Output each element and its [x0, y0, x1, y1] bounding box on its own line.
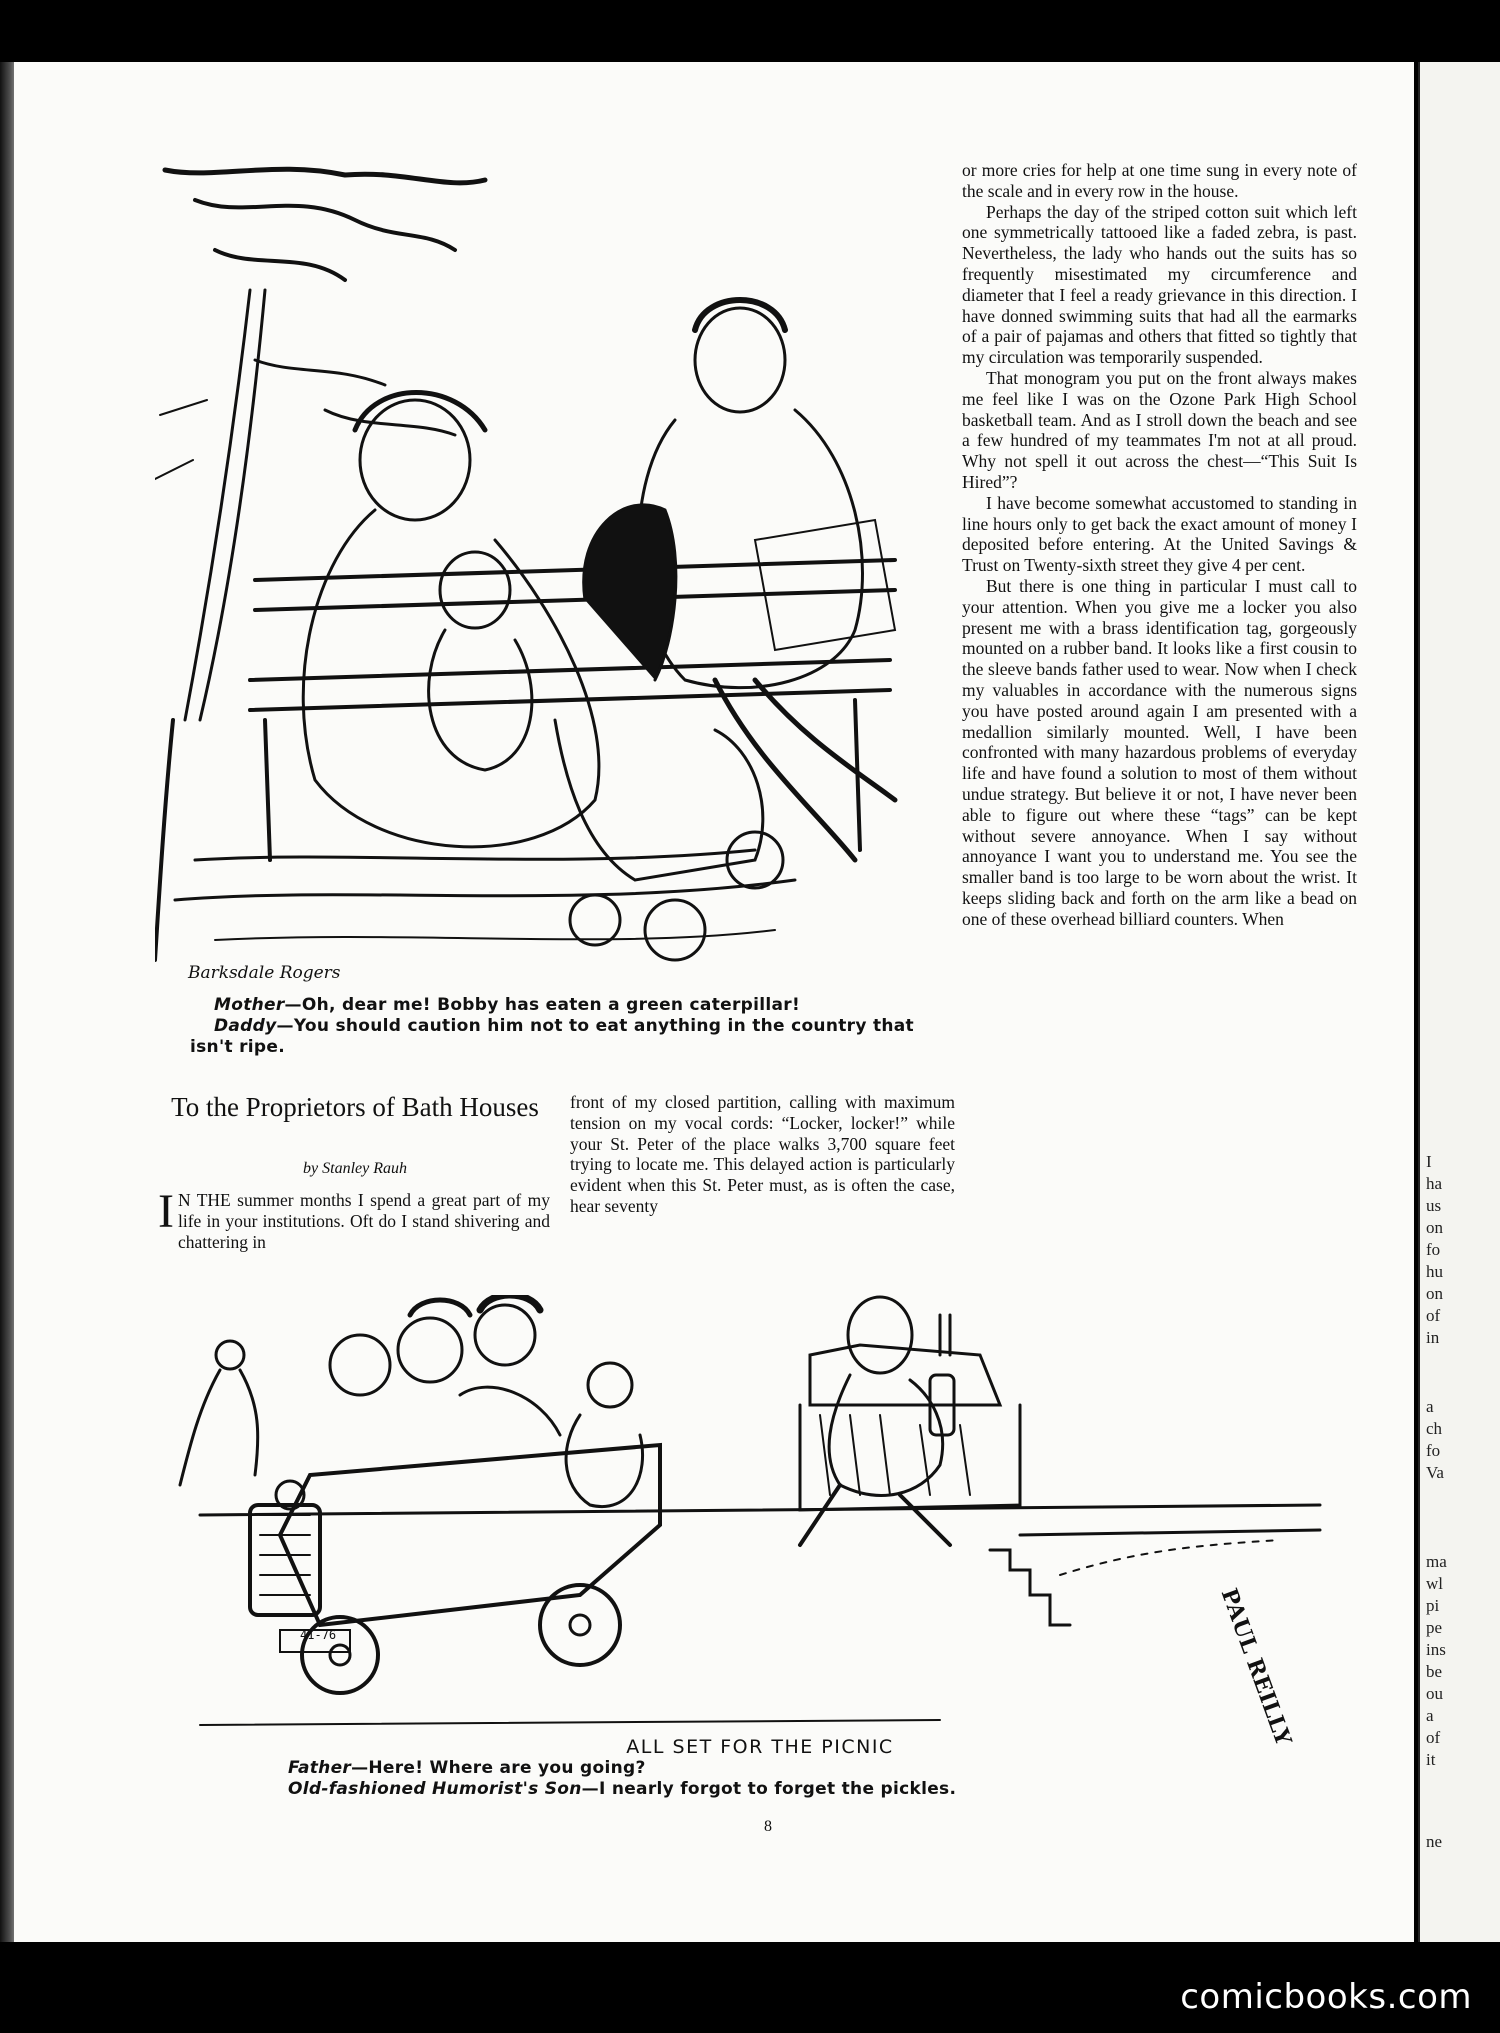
- park-bench-illustration: [155, 160, 950, 1000]
- article-column-3: [962, 160, 1357, 929]
- cartoon-title: ALL SET FOR THE PICNIC: [626, 1736, 894, 1758]
- article-paragraph: That monogram you put on the front always makes me feel like I was on the Ozone Park High School basketball team. And as I stroll down the beach and see a few hundred of my teammates I'm not at all proud. Why not spell it out across the chest—“This Suit Is Hired”?: [962, 367, 1357, 492]
- article-title: To the Proprietors of Bath Houses: [171, 1092, 539, 1122]
- article-text: front of my closed partition, calling with maximum tension on my vocal cords: “Locker, locker!” while your St. Peter of the place walks 3,700 square feet trying to locate me. This delayed action is particularly evident when this St. Peter must, as is often the case, hear seventy: [570, 1092, 955, 1216]
- article-text: N THE summer months I spend a great part of my life in your institutions. Oft do I stand shivering and chattering in: [177, 1190, 550, 1252]
- next-page-fragment: Va: [1426, 1463, 1444, 1482]
- article-column-1: [158, 1185, 550, 1252]
- caption-line: [160, 1758, 1360, 1779]
- artist-signature: Barksdale Rogers: [188, 963, 341, 983]
- article-paragraph: But there is one thing in particular I must call to your attention. When you give me a locker you also present me with a brass identification tag, gorgeously mounted on a rubber band. It looks like a first cousin to the sleeve bands father used to wear. Now when I check my valuables in accordance with the numerous signs you have posted around again I am presented with a medallion similarly mounted. Well, I have been confronted with many hazardous problems of everyday life and have found a solution to most of them without undue strategy. But believe it or not, I have never been able to figure out where these “tags” can be kept without severe annoyance. When I say without annoyance I want you to understand me. You see the smaller band is too large to be worn about the wrist. It keeps sliding back and forth on the arm like a bead on one of these overhead billiard counters. When: [962, 575, 1357, 929]
- next-page-fragment: ma: [1426, 1552, 1447, 1571]
- caption-text: —Here! Where are you going?: [351, 1758, 646, 1778]
- cartoon1-caption: [190, 995, 970, 1058]
- caption-line: [190, 1016, 970, 1037]
- next-page-fragment: ins: [1426, 1640, 1446, 1659]
- next-page-fragment: I: [1426, 1152, 1432, 1171]
- watermark: comicbooks.com: [1180, 1977, 1472, 2017]
- artist-signature-reilly: PAUL REILLY: [1215, 1585, 1297, 1749]
- article-paragraph: or more cries for help at one time sung in every note of the scale and in every row in the house.: [962, 160, 1357, 201]
- next-page-fragment: a: [1426, 1397, 1434, 1416]
- next-page-fragment: in: [1426, 1328, 1440, 1347]
- next-page-fragment: ha: [1426, 1174, 1443, 1193]
- article-paragraph: I have become somewhat accustomed to standing in line hours only to get back the exact amount of money I deposited before entering. At the United Savings & Trust on Twenty-sixth street they give 4 per cent.: [962, 492, 1357, 576]
- license-plate: 41-76: [300, 1628, 337, 1642]
- article-paragraph: Perhaps the day of the striped cotton suit which left one symmetrically tattooed like a faded zebra, is past. Nevertheless, the lady who hands out the suits has so frequently misestimated my circumference and diameter that I feel a ready grievance in this direction. I have donned swimming suits that had all the earmarks of a pair of pajamas and others that fitted so tightly that my circulation was temporarily suspended.: [962, 201, 1357, 368]
- speaker-father: Father: [288, 1758, 352, 1778]
- caption-text: —I nearly forgot to forget the pickles.: [581, 1779, 957, 1799]
- next-page-fragment: be: [1426, 1662, 1443, 1681]
- cartoon2-caption: [160, 1737, 1360, 1800]
- speaker-mother: Mother: [214, 995, 285, 1015]
- next-page-fragment: ou: [1426, 1684, 1443, 1703]
- next-page-fragment: on: [1426, 1218, 1443, 1237]
- next-page-fragment: of: [1426, 1306, 1441, 1325]
- next-page-fragment: ch: [1426, 1419, 1443, 1438]
- next-page-fragment: on: [1426, 1284, 1443, 1303]
- speaker-daddy: Daddy: [214, 1016, 277, 1036]
- next-page-fragment: a: [1426, 1706, 1434, 1725]
- next-page-fragment: us: [1426, 1196, 1442, 1215]
- speaker-son: Old-fashioned Humorist's Son: [288, 1779, 582, 1799]
- adjacent-page-edge: [1418, 62, 1500, 1942]
- caption-line: [160, 1779, 1360, 1800]
- next-page-fragment: pi: [1426, 1596, 1440, 1615]
- next-page-fragment: fo: [1426, 1240, 1441, 1259]
- next-page-fragment: pe: [1426, 1618, 1443, 1637]
- next-page-fragment: fo: [1426, 1441, 1441, 1460]
- next-page-fragment: hu: [1426, 1262, 1443, 1281]
- page-number: 8: [764, 1818, 772, 1835]
- article-byline: by Stanley Rauh: [303, 1160, 407, 1177]
- drop-cap: I: [158, 1185, 174, 1238]
- next-page-fragment: of: [1426, 1728, 1441, 1747]
- next-page-fragment: wl: [1426, 1574, 1443, 1593]
- caption-text: —Oh, dear me! Bobby has eaten a green caterpillar!: [284, 995, 801, 1015]
- next-page-fragment: it: [1426, 1750, 1436, 1769]
- next-page-fragment: ne: [1426, 1832, 1443, 1851]
- caption-line: isn't ripe.: [190, 1037, 285, 1057]
- caption-line: [190, 995, 970, 1016]
- caption-text: —You should caution him not to eat anything in the country that: [276, 1016, 914, 1036]
- article-column-2: [570, 1092, 955, 1217]
- picnic-car-illustration: [160, 1295, 1360, 1735]
